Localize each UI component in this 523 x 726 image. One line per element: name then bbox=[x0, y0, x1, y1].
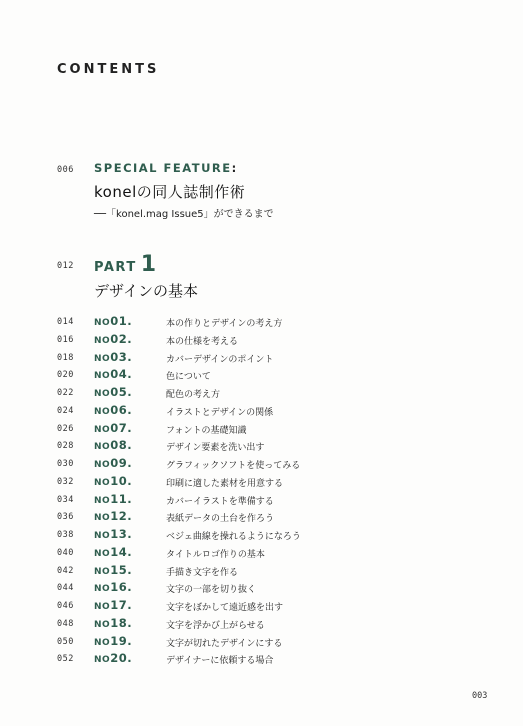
toc-item-num: 11. bbox=[110, 491, 133, 506]
toc-item-number bbox=[94, 616, 132, 630]
toc-item-title: 手描き文字を作る bbox=[166, 567, 239, 578]
toc-item bbox=[0, 349, 523, 366]
toc-item-num: 19. bbox=[110, 633, 133, 648]
toc-item-num: 01. bbox=[110, 314, 133, 328]
toc-item bbox=[0, 597, 523, 614]
toc-item-prefix: NO bbox=[94, 584, 111, 595]
toc-item-prefix: NO bbox=[94, 389, 111, 399]
toc-item-title: デザイン要素を洗い出す bbox=[166, 443, 265, 454]
toc-item-number bbox=[94, 456, 132, 470]
toc-item-number bbox=[94, 421, 132, 435]
toc-item-prefix: NO bbox=[94, 602, 111, 612]
toc-item-num: 09. bbox=[110, 456, 133, 470]
special-feature-colon: : bbox=[231, 161, 238, 175]
toc-item-title: 配色の考え方 bbox=[166, 390, 221, 400]
toc-item-num: 17. bbox=[110, 598, 133, 612]
toc-item-num: 15. bbox=[110, 562, 133, 577]
toc-item-num: 20. bbox=[110, 651, 133, 666]
toc-item-number bbox=[94, 509, 132, 523]
toc-item-num: 06. bbox=[110, 402, 133, 417]
toc-item-number bbox=[94, 492, 132, 506]
toc-item-title: フォントの基礎知識 bbox=[166, 425, 247, 436]
toc-item-prefix: NO bbox=[94, 442, 111, 453]
special-page-number: 006 bbox=[57, 165, 74, 175]
toc-item-title: カバーデザインのポイント bbox=[166, 354, 274, 365]
toc-item-prefix: NO bbox=[94, 406, 111, 417]
part-page-number: 012 bbox=[57, 261, 74, 271]
part-label-text: PART bbox=[94, 260, 137, 275]
toc-item-prefix: NO bbox=[94, 495, 111, 506]
toc-item-title: ベジェ曲線を操れるようになろう bbox=[166, 532, 301, 542]
toc-item-number bbox=[94, 332, 132, 346]
part-number: 1 bbox=[140, 252, 158, 277]
toc-item-page: 052 bbox=[57, 654, 74, 665]
toc-item-page: 050 bbox=[57, 636, 74, 647]
toc-item-title: 表紙データの土台を作ろう bbox=[166, 514, 275, 525]
toc-item-num: 05. bbox=[110, 385, 133, 399]
toc-item bbox=[0, 455, 523, 472]
special-feature-label bbox=[94, 161, 238, 175]
toc-item-number bbox=[94, 651, 132, 665]
toc-item-page: 044 bbox=[57, 583, 74, 594]
toc-item bbox=[0, 544, 523, 561]
toc-item-page: 022 bbox=[57, 388, 74, 398]
special-feature-title: konelの同人誌制作術 bbox=[94, 183, 246, 201]
toc-item bbox=[0, 615, 523, 632]
toc-item bbox=[0, 313, 523, 330]
toc-item-prefix: NO bbox=[94, 477, 111, 488]
toc-item-num: 16. bbox=[110, 580, 133, 595]
toc-item-title: 文字をぼかして遠近感を出す bbox=[166, 603, 284, 613]
toc-item-prefix: NO bbox=[94, 371, 111, 382]
toc-item-number bbox=[94, 474, 132, 488]
toc-item-num: 12. bbox=[110, 509, 133, 524]
folio: 003 bbox=[472, 691, 488, 701]
toc-item-number bbox=[94, 350, 132, 364]
toc-item-page: 032 bbox=[57, 476, 74, 487]
toc-item-number bbox=[94, 545, 132, 559]
toc-item-title: デザイナーに依頼する場合 bbox=[166, 656, 274, 667]
toc-item bbox=[0, 366, 523, 383]
toc-item-number bbox=[94, 314, 132, 328]
toc-item-page: 034 bbox=[57, 494, 74, 505]
toc-item-title: カバーイラストを準備する bbox=[166, 496, 274, 507]
toc-item-num: 18. bbox=[110, 615, 133, 630]
toc-item bbox=[0, 420, 523, 437]
special-feature-text: SPECIAL FEATURE bbox=[94, 161, 232, 175]
toc-item-title: タイトルロゴ作りの基本 bbox=[166, 549, 265, 560]
toc-item bbox=[0, 633, 523, 650]
toc-item-num: 08. bbox=[110, 438, 133, 453]
toc-item-title: イラストとデザインの関係 bbox=[166, 407, 274, 418]
toc-item-page: 020 bbox=[57, 370, 74, 381]
toc-item-number bbox=[94, 438, 132, 452]
toc-item bbox=[0, 402, 523, 419]
toc-item bbox=[0, 331, 523, 348]
toc-item bbox=[0, 562, 523, 579]
toc-item-prefix: NO bbox=[94, 353, 111, 364]
toc-item-prefix: NO bbox=[94, 335, 111, 346]
toc-item-prefix: NO bbox=[94, 318, 111, 328]
toc-item bbox=[0, 473, 523, 490]
toc-item-num: 14. bbox=[110, 544, 133, 559]
toc-item-prefix: NO bbox=[94, 531, 111, 541]
part-label bbox=[94, 252, 158, 277]
toc-item-page: 028 bbox=[57, 441, 74, 452]
toc-item-title: 本の作りとデザインの考え方 bbox=[166, 319, 283, 329]
toc-item-title: 文字が切れたデザインにする bbox=[166, 638, 283, 649]
toc-item-number bbox=[94, 580, 132, 594]
toc-item-number bbox=[94, 385, 132, 399]
toc-item-number bbox=[94, 527, 132, 541]
toc-item-prefix: NO bbox=[94, 619, 111, 630]
toc-item-number bbox=[94, 598, 132, 612]
toc-item bbox=[0, 437, 523, 454]
toc-item bbox=[0, 579, 523, 596]
contents-heading: CONTENTS bbox=[57, 62, 160, 77]
toc-item bbox=[0, 650, 523, 667]
toc-item-title: 印刷に適した素材を用意する bbox=[166, 478, 284, 489]
toc-item-num: 13. bbox=[110, 527, 133, 541]
toc-item bbox=[0, 491, 523, 508]
toc-item-number bbox=[94, 563, 132, 577]
toc-item-page: 016 bbox=[57, 334, 74, 345]
toc-item-page: 030 bbox=[57, 459, 74, 469]
special-feature-subtitle: ──「konel.mag Issue5」ができるまで bbox=[94, 209, 274, 220]
toc-item-prefix: NO bbox=[94, 566, 111, 577]
toc-item-page: 046 bbox=[57, 601, 74, 611]
toc-item-number bbox=[94, 403, 132, 417]
toc-item-page: 014 bbox=[57, 317, 74, 327]
toc-item-page: 048 bbox=[57, 618, 74, 629]
part-title: デザインの基本 bbox=[94, 282, 198, 300]
toc-item-prefix: NO bbox=[94, 424, 111, 435]
toc-item-prefix: NO bbox=[94, 460, 111, 470]
toc-item-title: グラフィックソフトを使ってみる bbox=[166, 461, 301, 471]
toc-item-num: 10. bbox=[110, 473, 133, 488]
toc-item bbox=[0, 508, 523, 525]
toc-item-number bbox=[94, 634, 132, 648]
toc-item-num: 04. bbox=[110, 367, 133, 382]
toc-item-number bbox=[94, 367, 132, 381]
toc-item-num: 02. bbox=[110, 331, 133, 346]
toc-item-page: 042 bbox=[57, 565, 74, 576]
toc-item-page: 018 bbox=[57, 352, 74, 363]
toc-item-title: 色について bbox=[166, 372, 211, 383]
toc-item-page: 040 bbox=[57, 547, 74, 558]
toc-item-num: 07. bbox=[110, 420, 133, 435]
toc-item bbox=[0, 526, 523, 543]
toc-item-title: 文字を浮かび上がらせる bbox=[166, 620, 265, 631]
toc-item-prefix: NO bbox=[94, 655, 111, 666]
toc-item-page: 038 bbox=[57, 530, 74, 540]
toc-item-page: 036 bbox=[57, 512, 74, 523]
toc-item-num: 03. bbox=[110, 349, 133, 364]
toc-item bbox=[0, 384, 523, 401]
toc-item-prefix: NO bbox=[94, 548, 111, 559]
toc-item-page: 026 bbox=[57, 423, 74, 434]
toc-item-prefix: NO bbox=[94, 513, 111, 524]
toc-item-title: 文字の一部を切り抜く bbox=[166, 585, 257, 596]
toc-item-title: 本の仕様を考える bbox=[166, 336, 239, 347]
toc-item-prefix: NO bbox=[94, 637, 111, 648]
toc-item-page: 024 bbox=[57, 405, 74, 416]
